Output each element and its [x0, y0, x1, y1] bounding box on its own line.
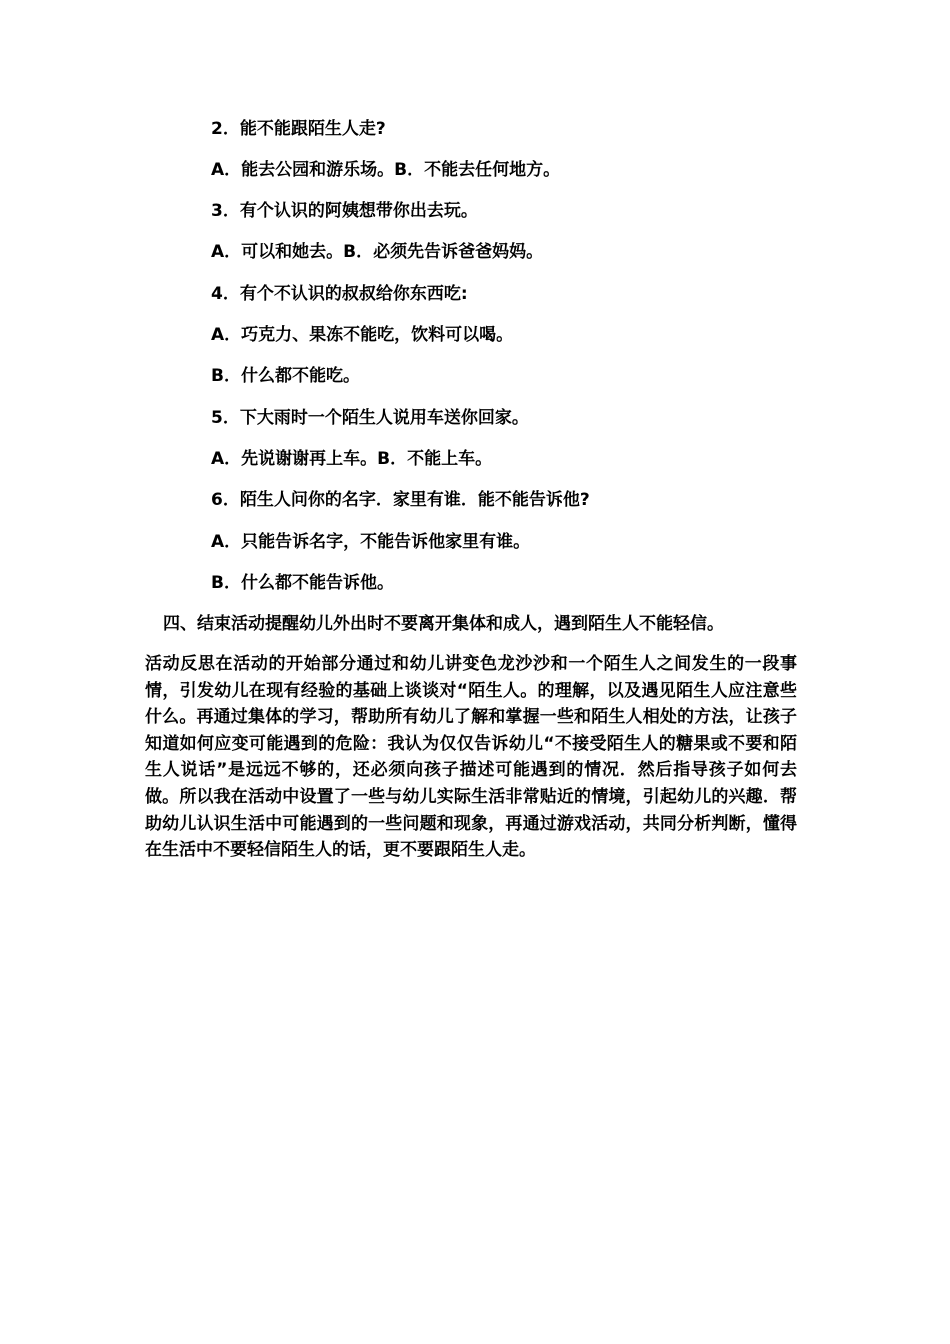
question-6-option-a: A．只能告诉名字，不能告诉他家里有谁。: [211, 532, 531, 552]
question-2-options: A．能去公园和游乐场。B．不能去任何地方。: [211, 160, 561, 180]
question-4-option-b: B．什么都不能吃。: [211, 366, 360, 386]
question-3-options: A．可以和她去。B．必须先告诉爸爸妈妈。: [211, 242, 544, 262]
question-4: 4．有个不认识的叔叔给你东西吃:: [211, 284, 468, 304]
question-5: 5．下大雨时一个陌生人说用车送你回家。: [211, 408, 529, 428]
question-4-option-a: A．巧克力、果冻不能吃，饮料可以喝。: [211, 325, 514, 345]
question-2: 2．能不能跟陌生人走?: [211, 119, 386, 139]
section-four-heading: 四、结束活动提醒幼儿外出时不要离开集体和成人，遇到陌生人不能轻信。: [163, 614, 724, 634]
question-6: 6．陌生人问你的名字．家里有谁．能不能告诉他?: [211, 490, 590, 510]
question-3: 3．有个认识的阿姨想带你出去玩。: [211, 201, 478, 221]
question-6-option-b: B．什么都不能告诉他。: [211, 573, 394, 593]
reflection-paragraph: 活动反思在活动的开始部分通过和幼儿讲变色龙沙沙和一个陌生人之间发生的一段事情，引发幼儿在现有经验的基础上谈谈对“陌生人。的理解，以及遇见陌生人应注意些什么。再通过集体的学习，帮助所有幼儿了解和掌握一些和陌生人相处的方法，让孩子知道如何应变可能遇到的危险：我认为仅仅告诉幼儿“不接受陌生人的糖果或不要和陌生人说话”是远远不够的，还必须向孩子描述可能遇到的情况．然后指导孩子如何去做。所以我在活动中设置了一些与幼儿实际生活非常贴近的情境，引起幼儿的兴趣．帮助幼儿认识生活中可能遇到的一些问题和现象，再通过游戏活动，共同分析判断，懂得在生活中不要轻信陌生人的话，更不要跟陌生人走。: [145, 654, 797, 861]
question-5-options: A．先说谢谢再上车。B．不能上车。: [211, 449, 493, 469]
